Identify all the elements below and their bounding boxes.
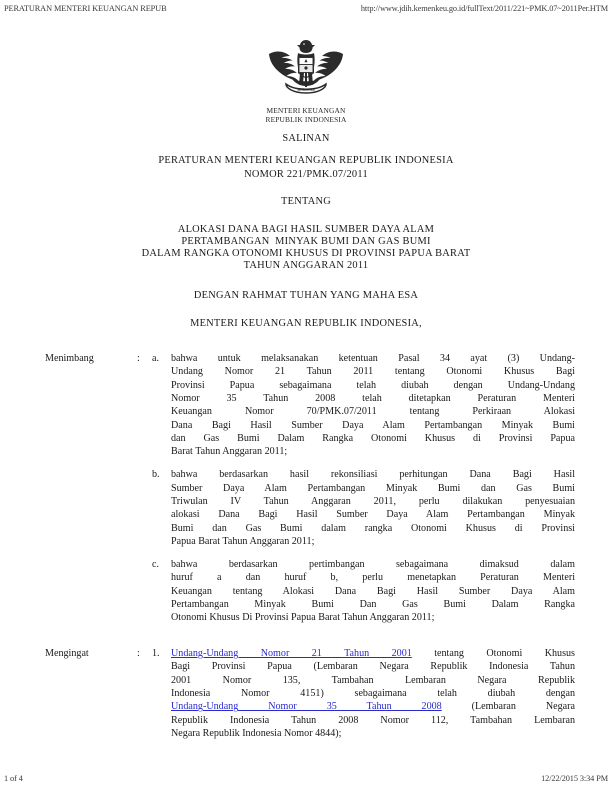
line-tail: tentang Otonomi Khusus — [411, 648, 575, 659]
menimbang-items — [152, 352, 575, 625]
line: Keuangan tentang Alokasi Dana Bagi Hasil Sumber Daya Alam — [171, 585, 575, 597]
line: huruf a dan huruf b, perlu menetapkan Peraturan Menteri — [171, 572, 575, 584]
subject-line-4: TAHUN ANGGARAN 2011 — [243, 260, 369, 271]
page-number: 1 of 4 — [4, 774, 23, 783]
menimbang-item-a — [152, 352, 575, 459]
authority-line: MENTERI KEUANGAN REPUBLIK INDONESIA, — [190, 318, 422, 329]
salinan-label: SALINAN — [282, 133, 330, 144]
line: Pertambangan Minyak Bumi Dan Gas Bumi Dalam Rangka — [171, 598, 575, 610]
menimbang-item-b-marker: b. — [152, 469, 160, 481]
mengingat-item-1-text — [171, 647, 575, 740]
line: Papua Barat Tahun Anggaran 2011; — [171, 535, 315, 547]
line: bahwa berdasarkan hasil rekonsiliasi perhitungan Dana Bagi Hasil — [171, 469, 575, 481]
print-timestamp: 12/22/2015 3:34 PM — [541, 774, 608, 783]
regulation-number: NOMOR 221/PMK.07/2011 — [244, 169, 368, 180]
line: bahwa berdasarkan pertimbangan sebagaimana dimaksud dalam — [171, 558, 575, 570]
line: Nomor 35 Tahun 2008 telah ditetapkan Peraturan Menteri — [171, 393, 575, 405]
print-header-title: PERATURAN MENTERI KEUANGAN REPUB — [4, 4, 167, 13]
emblem-caption-line-1: MENTERI KEUANGAN — [266, 106, 346, 115]
subject-line-1: ALOKASI DANA BAGI HASIL SUMBER DAYA ALAM — [177, 224, 435, 235]
line: Dana Bagi Hasil Sumber Daya Alam Pertambangan Minyak Bumi — [171, 419, 575, 431]
line — [171, 647, 575, 660]
subject-line-3: DALAM RANGKA OTONOMI KHUSUS DI PROVINSI PAPUA BARAT — [141, 248, 471, 259]
line: bahwa untuk melaksanakan ketentuan Pasal 34 ayat (3) Undang- — [171, 353, 575, 364]
line-tail: (Lembaran Negara — [441, 701, 575, 713]
law-link-uu-21-2001[interactable]: Undang-Undang Nomor 21 Tahun 2001 — [171, 648, 412, 659]
line: Otonomi Khusus Di Provinsi Papua Barat Tahun Anggaran 2011; — [171, 612, 435, 624]
invocation-line: DENGAN RAHMAT TUHAN YANG MAHA ESA — [193, 290, 419, 301]
menimbang-colon: : — [137, 353, 140, 364]
regulation-title-line-1: PERATURAN MENTERI KEUANGAN REPUBLIK INDONESIA — [158, 155, 454, 166]
garuda-pancasila-emblem-icon — [263, 36, 349, 104]
menimbang-item-b — [152, 468, 575, 548]
mengingat-label: Mengingat — [45, 648, 89, 659]
line: Triwulan IV Tahun Anggaran 2011, perlu dilakukan penyesuaian — [171, 495, 575, 507]
mengingat-item-1 — [152, 647, 575, 740]
menimbang-item-c — [152, 558, 575, 625]
tentang-label: TENTANG — [281, 196, 331, 207]
line: Republik Indonesia Tahun 2008 Nomor 112, Tambahan Lembaran — [171, 714, 575, 726]
mengingat-item-1-marker: 1. — [152, 648, 160, 659]
line: Keuangan Nomor 70/PMK.07/2011 tentang Perkiraan Alokasi — [171, 406, 575, 418]
menimbang-item-c-marker: c. — [152, 558, 160, 570]
line: 2001 Nomor 135, Tambahan Lembaran Negara Republik — [171, 674, 575, 686]
menimbang-item-a-text — [171, 352, 575, 459]
line: Undang Nomor 21 Tahun 2011 tentang Otonomi Khusus Bagi — [171, 366, 575, 378]
line: alokasi Dana Bagi Hasil Sumber Daya Alam Pertambangan Minyak — [171, 509, 575, 521]
print-header-url: http://www.jdih.kemenkeu.go.id/fullText/2011/221~PMK.07~2011Per.HTM — [360, 4, 608, 13]
line — [171, 700, 575, 713]
menimbang-item-b-text — [171, 468, 575, 548]
mengingat-colon: : — [137, 648, 140, 659]
line: Barat Tahun Anggaran 2011; — [171, 446, 288, 458]
line: Bagi Provinsi Papua (Lembaran Negara Republik Indonesia Tahun — [171, 661, 575, 673]
line: dan Gas Bumi Dalam Rangka Otonomi Khusus di Provinsi Papua — [171, 433, 575, 445]
line: Negara Republik Indonesia Nomor 4844); — [171, 728, 342, 740]
emblem-caption — [0, 106, 612, 125]
emblem-caption-line-2: REPUBLIK INDONESIA — [265, 115, 347, 125]
subject-line-2: PERTAMBANGAN MINYAK BUMI DAN GAS BUMI — [181, 236, 431, 247]
line: Indonesia Nomor 4151) sebagaimana telah diubah dengan — [171, 688, 575, 700]
svg-text:Bhinneka: Bhinneka — [297, 87, 315, 92]
menimbang-item-c-text — [171, 558, 575, 625]
line: Bumi dan Gas Bumi dalam rangka Otonomi Khusus di Provinsi — [171, 522, 575, 534]
emblem-block — [0, 36, 612, 125]
menimbang-label: Menimbang — [45, 353, 94, 364]
line: Provinsi Papua sebagaimana telah diubah dengan Undang-Undang — [171, 379, 575, 391]
menimbang-item-a-marker: a. — [152, 353, 160, 364]
browser-print-footer — [0, 774, 612, 783]
law-link-uu-35-2008[interactable]: Undang-Undang Nomor 35 Tahun 2008 — [171, 701, 442, 713]
line: Sumber Daya Alam Pertambangan Minyak Bumi dan Gas Bumi — [171, 482, 575, 494]
mengingat-items — [152, 647, 575, 740]
